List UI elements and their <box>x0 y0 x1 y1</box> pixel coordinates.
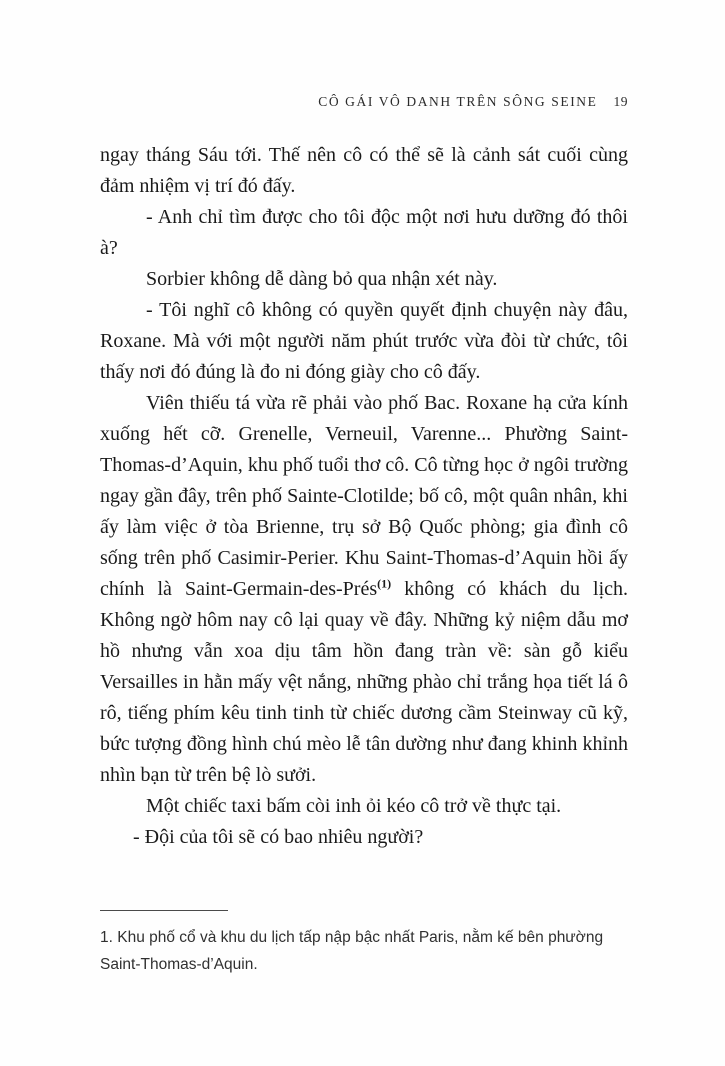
paragraph <box>100 388 628 791</box>
paragraph <box>100 791 628 822</box>
text-run: - Tôi nghĩ cô không có quyền quyết định chuyện này đâu, Roxane. Mà với một người năm phút trước vừa đòi từ chức, tôi thấy nơi đó đúng là đo ni đóng giày cho cô đấy. <box>100 299 628 383</box>
footnote-divider <box>100 910 228 912</box>
text-run: Sorbier không dễ dàng bỏ qua nhận xét này. <box>146 268 498 290</box>
running-head <box>100 94 628 110</box>
footnote-ref: (1) <box>377 576 392 591</box>
text-run: Viên thiếu tá vừa rẽ phải vào phố Bac. Roxane hạ cửa kính xuống hết cỡ. Grenelle, Verneuil, Varenne... Phường Saint-Thomas-d’Aquin, khu phố tuổi thơ cô. Cô từng học ở ngôi trường ngay gần đây, trên phố Sainte-Clotilde; bố cô, một quân nhân, khi ấy làm việc ở tòa Brienne, trụ sở Bộ Quốc phòng; gia đình cô sống trên phố Casimir-Perier. Khu Saint-Thomas-d’Aquin hồi ấy chính là Saint-Germain-des-Prés <box>100 392 628 600</box>
body-text <box>100 140 628 853</box>
paragraph <box>100 202 628 264</box>
paragraph <box>100 140 628 202</box>
text-run: - Anh chỉ tìm được cho tôi độc một nơi hưu dưỡng đó thôi à? <box>100 206 628 259</box>
page-header-title: CÔ GÁI VÔ DANH TRÊN SÔNG SEINE <box>318 94 598 109</box>
footnote-area <box>100 910 628 979</box>
footnote-text: 1. Khu phố cổ và khu du lịch tấp nập bậc nhất Paris, nằm kế bên phường Saint-Thomas-d’Aquin. <box>100 929 604 973</box>
text-run: Một chiếc taxi bấm còi inh ỏi kéo cô trở về thực tại. <box>146 795 562 817</box>
paragraph <box>100 822 628 853</box>
page-number: 19 <box>613 94 628 109</box>
text-run: không có khách du lịch. Không ngờ hôm nay cô lại quay về đây. Những kỷ niệm dẫu mơ hồ nhưng vẫn xoa dịu tâm hồn đang tràn về: sàn gỗ kiểu Versailles in hằn mấy vệt nắng, những phào chỉ trắng họa tiết lá ô rô, tiếng phím kêu tinh tinh từ chiếc dương cầm Steinway cũ kỹ, bức tượng đồng hình chú mèo lễ tân dường như đang khinh khỉnh nhìn bạn từ trên bệ lò sưởi. <box>100 578 628 786</box>
paragraph <box>100 295 628 388</box>
text-run: ngay tháng Sáu tới. Thế nên cô có thể sẽ là cảnh sát cuối cùng đảm nhiệm vị trí đó đấy. <box>100 144 628 197</box>
text-run: - Đội của tôi sẽ có bao nhiêu người? <box>133 826 424 848</box>
paragraph <box>100 264 628 295</box>
